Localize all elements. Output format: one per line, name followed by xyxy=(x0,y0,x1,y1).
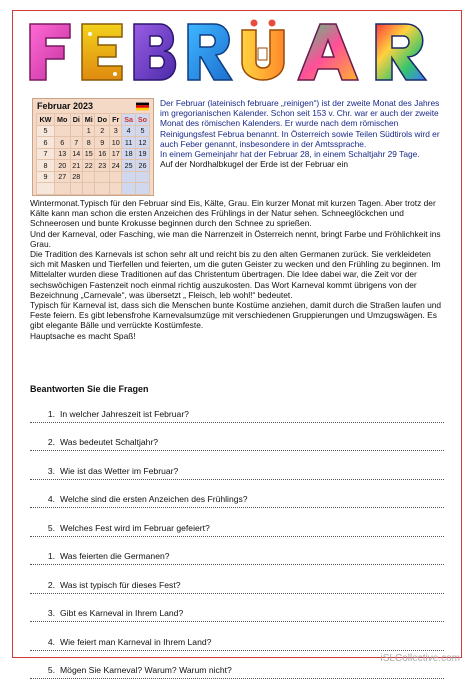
intro-text: Der Februar (lateinisch februare „reinigen“) ist der zweite Monat des Jahres im gregorianischen Kalender. Schon seit 153 v. Chr. war er auch der zweite Monat des römischen Kalenders. Er wurde nach dem römischen Reinigungsfest Februa benannt. In Österreich sowie Teilen Südtirols wird er auch Feber genannt, insbesondere in der Amtssprache. xyxy=(160,98,440,149)
calendar-weekday-header: Di xyxy=(70,114,82,126)
question-text: Gibt es Karneval in Ihrem Land? xyxy=(60,608,184,618)
calendar-header-row xyxy=(37,114,150,126)
body-paragraph: Wintermonat.Typisch für den Februar sind Eis, Kälte, Grau. Ein kurzer Monat mit kurzen Tagen. Aber trotz der Kälte kann man schon die ersten Anzeichen des Frühlings in der Natur sehen. Schneeglöckchen und Schneerosen und bunte Krokusse beginnen durch den Schnee zu sprießen. xyxy=(30,198,436,229)
answer-line[interactable] xyxy=(30,678,444,679)
calendar-day-cell xyxy=(83,183,95,195)
question-number: 5. xyxy=(47,522,55,533)
calendar-day-cell: 26 xyxy=(135,160,149,172)
body-paragraph: Die Tradition des Karnevals ist schon sehr alt und reicht bis zu den alten Germanen zurück. Sie verkleideten sich mit Masken und Tierfellen und feierten, um die guten Geister zu wecken und den Frühling zu beginnen. Im Mittelalter wurden diese Traditionen auf das Christentum übertragen. Die Idee dabei war, die Zeit vor der sechswöchigen Fastenzeit noch einmal richtig auszukosten. Das Wort Karneval kommt übrigens von der Bezeichnung „Carnevale“, was übersetzt „ Fleisch, leb wohl!“ bedeutet. xyxy=(30,249,441,300)
calendar-weekday-header: Mo xyxy=(54,114,70,126)
question-number: 5. xyxy=(47,665,55,675)
calendar-day-cell xyxy=(95,183,110,195)
answer-line[interactable] xyxy=(30,422,444,423)
questions-title: Beantworten Sie die Fragen xyxy=(30,384,149,394)
calendar-day-cell: 15 xyxy=(83,148,95,160)
answer-line[interactable] xyxy=(30,650,444,651)
calendar-day-cell: 24 xyxy=(110,160,122,172)
calendar-day-cell: 25 xyxy=(122,160,136,172)
german-flag-icon xyxy=(136,102,149,111)
calendar-week-number: 6 xyxy=(37,137,55,149)
calendar xyxy=(32,98,154,196)
calendar-day-cell: 2 xyxy=(95,125,110,137)
calendar-day-cell xyxy=(122,171,136,183)
calendar-day-cell: 23 xyxy=(95,160,110,172)
calendar-weekday-header: Do xyxy=(95,114,110,126)
question-item xyxy=(30,512,444,533)
leap-year-note: In einem Gemeinjahr hat der Februar 28, in einem Schaltjahr 29 Tage. xyxy=(160,149,420,160)
question-item xyxy=(30,427,444,448)
calendar-day-cell: 3 xyxy=(110,125,122,137)
question-item xyxy=(30,398,444,419)
calendar-day-cell: 9 xyxy=(95,137,110,149)
body-paragraph: Und der Karneval, oder Fasching, wie man die Narrenzeit in Österreich nennt, bringt Farbe und Fröhlichkeit ins Grau. xyxy=(30,228,441,249)
body-paragraph: Hauptsache es macht Spaß! xyxy=(30,330,136,341)
question-number: 2. xyxy=(47,437,55,447)
calendar-week-number: 9 xyxy=(37,171,55,183)
question-item xyxy=(30,626,444,647)
answer-line[interactable] xyxy=(30,536,444,537)
calendar-weekday-header: So xyxy=(135,114,149,126)
calendar-weekday-header: Sa xyxy=(122,114,136,126)
answer-line[interactable] xyxy=(30,479,444,480)
question-item xyxy=(30,541,444,562)
question-item xyxy=(30,455,444,476)
calendar-day-cell xyxy=(135,183,149,195)
calendar-day-cell: 12 xyxy=(135,137,149,149)
question-text: Was ist typisch für dieses Fest? xyxy=(60,579,181,590)
calendar-day-cell: 6 xyxy=(54,137,70,149)
calendar-month-label: Februar 2023 xyxy=(37,101,94,111)
question-text: Wie feiert man Karneval in Ihrem Land? xyxy=(60,636,212,647)
calendar-day-cell: 22 xyxy=(83,160,95,172)
calendar-day-cell: 18 xyxy=(122,148,136,160)
question-number: 3. xyxy=(47,465,55,476)
calendar-day-cell xyxy=(135,171,149,183)
calendar-day-cell: 19 xyxy=(135,148,149,160)
calendar-week-row xyxy=(37,137,150,149)
question-text: Welche sind die ersten Anzeichen des Frühlings? xyxy=(60,494,248,504)
question-number: 1. xyxy=(47,408,55,419)
northern-hemisphere-note: Auf der Nordhalbkugel der Erde ist der Februar ein xyxy=(160,159,349,170)
calendar-day-cell: 27 xyxy=(54,171,70,183)
calendar-day-cell: 20 xyxy=(54,160,70,172)
calendar-day-cell: 17 xyxy=(110,148,122,160)
title-letters-graphic xyxy=(20,18,454,84)
calendar-day-cell: 7 xyxy=(70,137,82,149)
calendar-day-cell: 1 xyxy=(83,125,95,137)
calendar-day-cell: 16 xyxy=(95,148,110,160)
calendar-day-cell xyxy=(70,125,82,137)
answer-line[interactable] xyxy=(30,621,444,622)
question-text: Was bedeutet Schaltjahr? xyxy=(60,437,159,447)
question-number: 4. xyxy=(47,494,55,504)
answer-line[interactable] xyxy=(30,593,444,594)
calendar-day-cell xyxy=(70,183,82,195)
calendar-day-cell xyxy=(95,171,110,183)
calendar-day-cell: 10 xyxy=(110,137,122,149)
calendar-weekday-header: Mi xyxy=(83,114,95,126)
calendar-day-cell xyxy=(110,183,122,195)
question-item xyxy=(30,484,444,505)
question-text: In welcher Jahreszeit ist Februar? xyxy=(60,408,189,419)
question-number: 3. xyxy=(47,608,55,618)
calendar-day-cell: 8 xyxy=(83,137,95,149)
body-text xyxy=(30,198,446,341)
calendar-week-number: 8 xyxy=(37,160,55,172)
calendar-day-cell: 21 xyxy=(70,160,82,172)
calendar-weekday-header: KW xyxy=(37,114,55,126)
answer-line[interactable] xyxy=(30,507,444,508)
question-text: Mögen Sie Karneval? Warum? Warum nicht? xyxy=(60,665,232,675)
question-text: Welches Fest wird im Februar gefeiert? xyxy=(60,522,210,533)
question-text: Wie ist das Wetter im Februar? xyxy=(60,465,179,476)
calendar-header xyxy=(33,99,153,113)
question-number: 1. xyxy=(47,551,55,561)
calendar-day-cell xyxy=(83,171,95,183)
question-item xyxy=(30,569,444,590)
calendar-week-number: 7 xyxy=(37,148,55,160)
calendar-day-cell: 28 xyxy=(70,171,82,183)
calendar-week-row xyxy=(37,183,150,195)
title-banner xyxy=(20,18,454,84)
watermark: iSLCollective.com xyxy=(380,653,460,664)
calendar-day-cell xyxy=(122,183,136,195)
body-paragraph: Typisch für Karneval ist, dass sich die Menschen bunte Kostüme anziehen, damit durch die Straßen laufen und Feste feiern. Es gibt lebensfrohe Karnevalsumzüge mit verschiedenen Gruppierungen und Umzugswägen. Es gibt elegante Bälle und verrückte Kostümfeste. xyxy=(30,300,442,331)
calendar-week-row xyxy=(37,171,150,183)
answer-line[interactable] xyxy=(30,564,444,565)
calendar-week-row xyxy=(37,160,150,172)
calendar-day-cell: 13 xyxy=(54,148,70,160)
calendar-day-cell: 11 xyxy=(122,137,136,149)
intro-paragraph-block xyxy=(160,98,446,169)
calendar-week-row xyxy=(37,148,150,160)
calendar-day-cell xyxy=(54,125,70,137)
calendar-day-cell xyxy=(110,171,122,183)
question-number: 4. xyxy=(47,636,55,647)
question-list xyxy=(30,398,444,683)
calendar-week-number xyxy=(37,183,55,195)
question-text: Was feierten die Germanen? xyxy=(60,551,170,561)
answer-line[interactable] xyxy=(30,450,444,451)
question-item xyxy=(30,598,444,619)
calendar-day-cell: 14 xyxy=(70,148,82,160)
question-number: 2. xyxy=(47,579,55,590)
calendar-day-cell: 5 xyxy=(135,125,149,137)
calendar-week-row xyxy=(37,125,150,137)
calendar-week-number: 5 xyxy=(37,125,55,137)
calendar-day-cell xyxy=(54,183,70,195)
calendar-weekday-header: Fr xyxy=(110,114,122,126)
calendar-day-cell: 4 xyxy=(122,125,136,137)
calendar-grid xyxy=(36,113,150,195)
